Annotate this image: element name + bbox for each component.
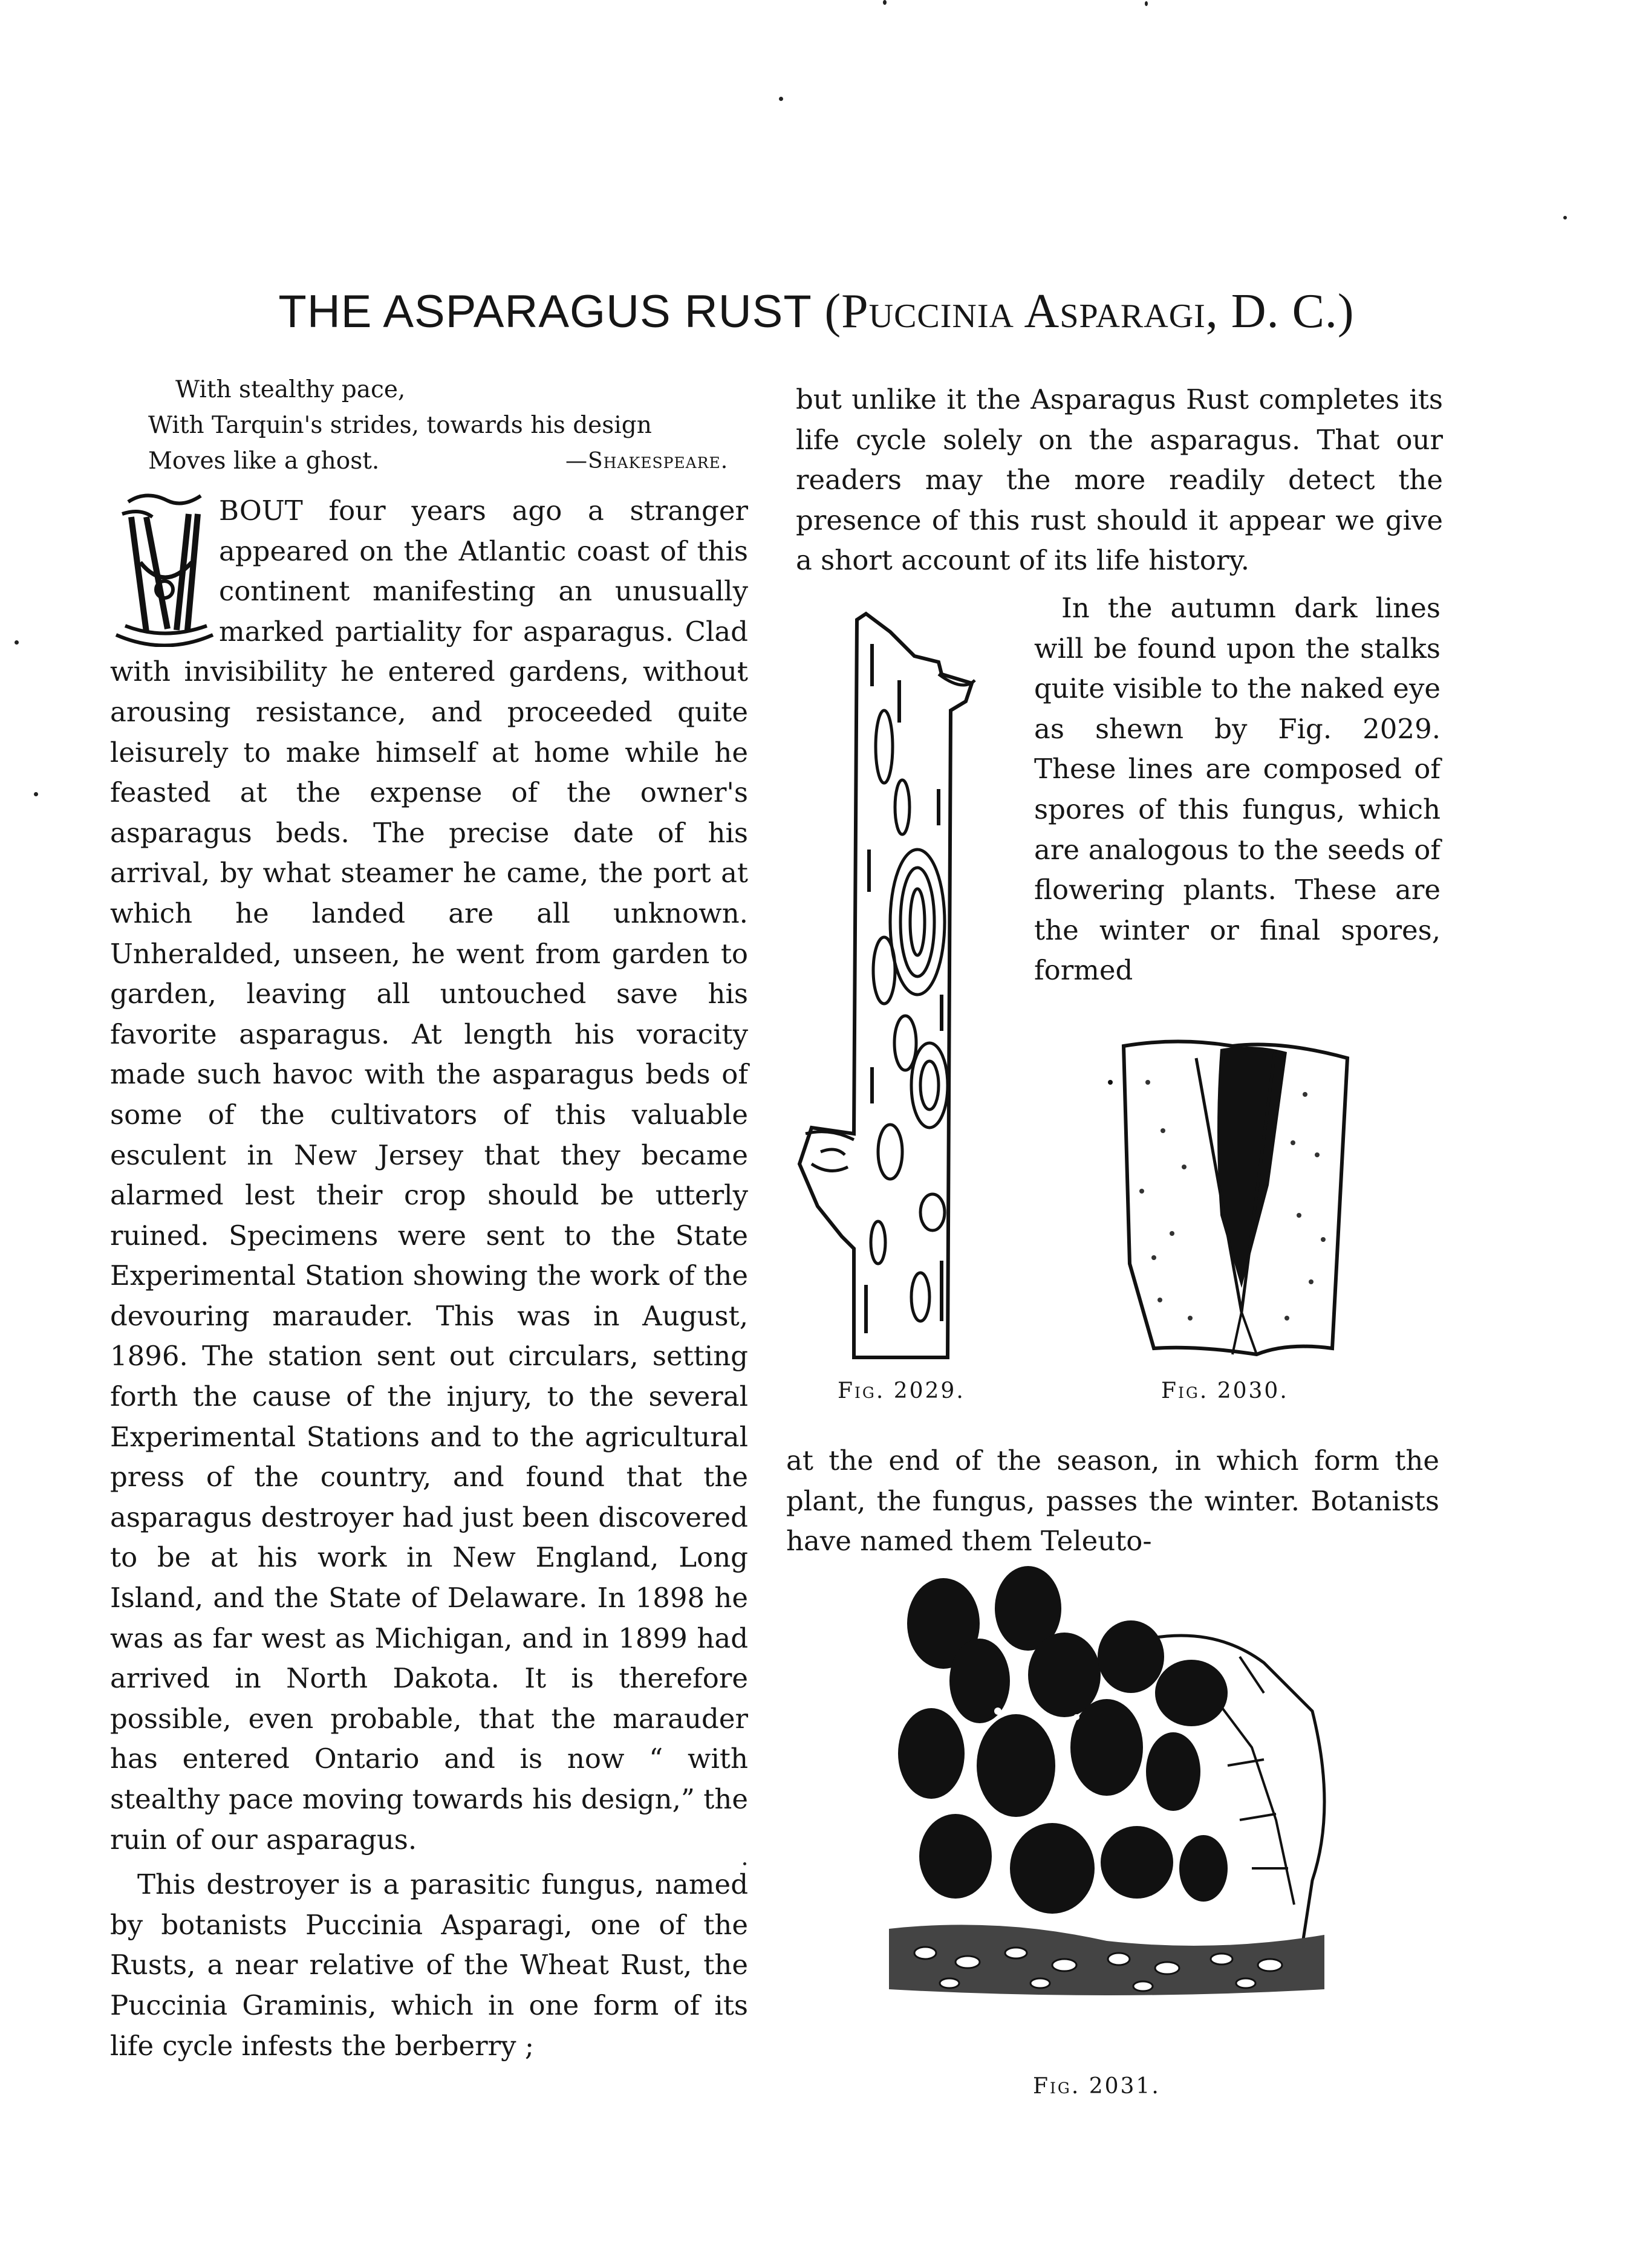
right-paragraph-3: at the end of the season, in which form the plant, the fungus, passes the winter. Botanists have named them Teleuto- (786, 1444, 1439, 1558)
fig-2031-illustration (877, 1566, 1336, 2038)
fig-2030-illustration (1105, 1034, 1359, 1360)
left-paragraph-1-text: BOUT four years ago a stranger appeared on the Atlantic coast of this continent manifesting an unusually marked partiality for asparagus. Clad with invisibility he entered gardens, without arousing resistance, and proceeded quite leisurely to make himself at home while he feasted at the expense of the owner's asparagus beds. The precise date of his arrival, by what steamer he came, the port at which he landed are all unknown. Unheralded, unseen, he went from garden to garden, leaving all untouched save his favorite asparagus. At length his voracity made such havoc with the asparagus beds of some of the cultivators of this valuable esculent in New Jersey that they became alarmed lest their crop should be utterly ruined. Specimens were sent to the State Experimental Station showing the work of the devouring marauder. This was in August, 1896. The station sent out circulars, setting forth the cause of the injury, to the several Experimental Stations and to the agricultural press of the country, and found that the asparagus destroyer had just been discovered to be at his work in New England, Long Island, and the State of Delaware. In 1898 he was as far west as Michigan, and in 1899 had arrived in North Dakota. It is therefore possible, even probable, that the marauder has entered Ontario and is now “ with stealthy pace moving towards his design,” the ruin of our asparagus. (110, 495, 748, 1856)
drop-cap-space (110, 491, 216, 645)
left-paragraph-2: This destroyer is a parasitic fungus, named by botanists Puccinia Asparagi, one of the Rusts, a near relative of the Wheat Rust, the Puccinia Graminis, which in one form of its life cycle infests the berberry ; (110, 1868, 748, 2062)
page-title (254, 284, 1379, 339)
left-paragraph-1 (110, 491, 748, 1860)
left-column (110, 491, 748, 2066)
title-latin-name: (Puccinia Asparagi, D. C.) (824, 285, 1355, 338)
epigraph-line-2: With Tarquin's strides, towards his design (148, 412, 652, 439)
scan-speck (1145, 1, 1148, 6)
scan-speck (34, 792, 38, 796)
epigraph-line-3: Moves like a ghost. (148, 447, 380, 475)
right-column-bottom (786, 1441, 1439, 1562)
fig-2029-illustration (793, 608, 1005, 1370)
epigraph (148, 372, 753, 479)
fig-2029-caption: Fig. 2029. (838, 1379, 965, 1403)
epigraph-attribution: —Shakespeare. (565, 449, 729, 473)
right-paragraph-2: In the autumn dark lines will be found upon the stalks quite visible to the naked eye as shewn by Fig. 2029. These lines are composed of spores of this fungus, which are analogous to the seeds of flowering plants. These are the winter or final spores, formed (1034, 592, 1441, 987)
fig-2031-caption: Fig. 2031. (1033, 2074, 1161, 2099)
right-paragraph-1: but unlike it the Asparagus Rust completes its life cycle solely on the asparagus. That our readers may the more readily detect the presence of this rust should it appear we give a short account of its life history. (796, 383, 1443, 577)
scan-speck (15, 640, 19, 645)
scan-speck (883, 0, 887, 5)
scan-speck (779, 97, 783, 101)
fig-2030-caption: Fig. 2030. (1161, 1379, 1289, 1403)
title-main: THE ASPARAGUS RUST (278, 286, 812, 337)
right-column-top (796, 380, 1443, 581)
scan-speck (1563, 216, 1567, 219)
epigraph-line-1: With stealthy pace, (175, 376, 406, 403)
right-column-beside-figure (1034, 588, 1441, 991)
